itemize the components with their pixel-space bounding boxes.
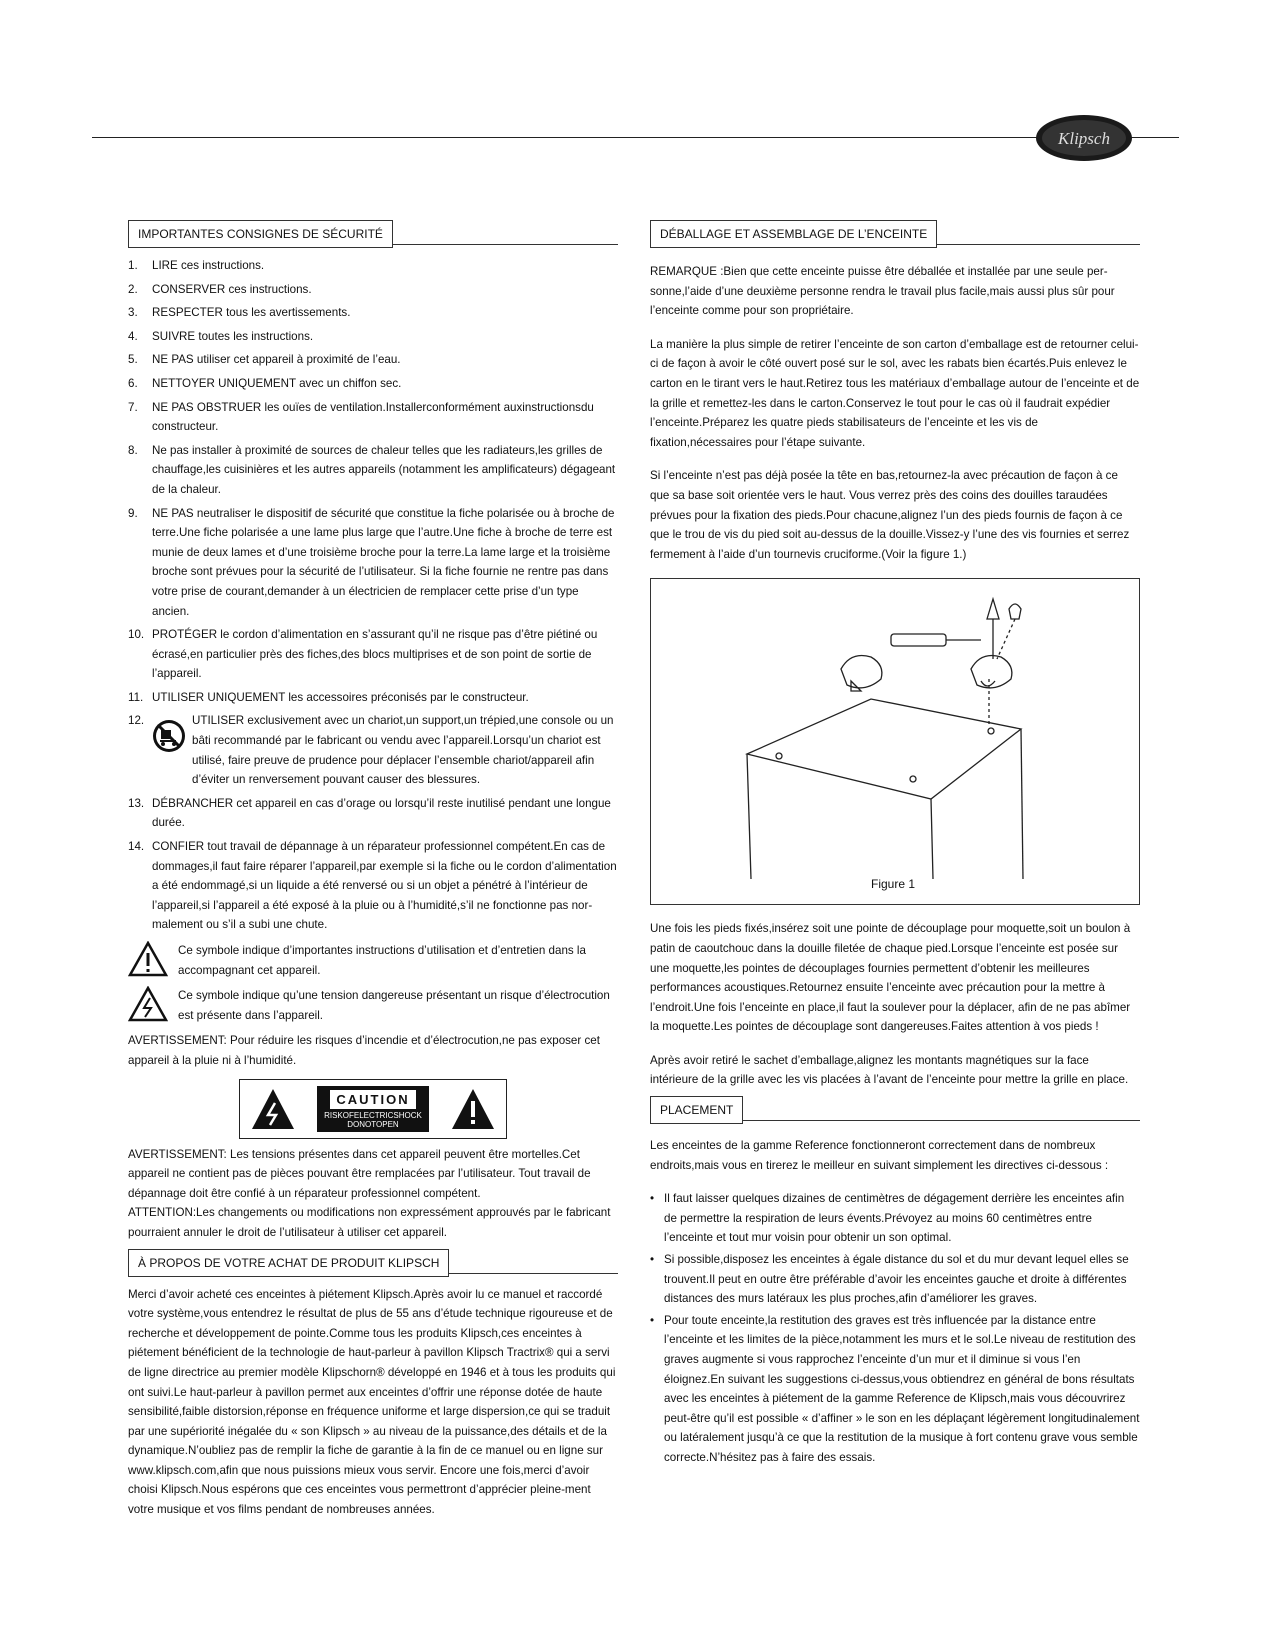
figure-1 [650, 578, 1140, 905]
header-rule [92, 137, 1179, 138]
list-item: 5. NE PAS utiliser cet appareil à proximité de l’eau. [128, 353, 401, 367]
caution-line2: DONOTOPEN [347, 1120, 399, 1130]
right-column [650, 220, 1140, 1470]
symbol1-text: Ce symbole indique d’importantes instructions d’utilisation et d’entretien dans la accompagnant cet appareil. [178, 944, 586, 977]
speaker-assembly-illustration [651, 579, 1139, 879]
exclamation-warning-icon [450, 1087, 496, 1131]
left-column [128, 220, 618, 1534]
about-title: À PROPOS DE VOTRE ACHAT DE PRODUIT KLIPSCH [128, 1249, 449, 1277]
caution-line1: RISKOFELECTRICSHOCK [324, 1111, 422, 1121]
caution-label [128, 1079, 618, 1139]
caution-box [317, 1086, 429, 1132]
logo-text: Klipsch [1058, 129, 1110, 148]
warning2-text: AVERTISSEMENT: Les tensions présentes dans cet appareil peuvent être mortelles.Cet appareil ne contient pas de pièces pouvant être remplacées par l’utilisateur. Tout travail de dépannage doit être confié à un réparateur professionnel compétent. [128, 1147, 591, 1200]
unpacking-p4: Une fois les pieds fixés,insérez soit une pointe de découplage pour moquette,soit un boulon à patin de caoutchouc dans la douille filetée de chaque pied.Lorsque l’enceinte est posée sur une moquette,les pointes de découplages fournies permettent d’obtenir les meilleures performances acoustiques.Retournez ensuite l’enceinte avec précaution pour la mettre à l’endroit.Une fois l’enceinte en place,il faut la soulever pour la déplacer, afin de ne pas abîmer la moquette.Les pointes de découplage sont dangereuses.Faites attention à vos pieds ! [650, 922, 1131, 1034]
list-item: 9. NE PAS neutraliser le dispositif de sécurité que constitue la fiche polarisée ou à broche de terre.Une fiche polarisée a une lame plus large que l’autre.Une fiche à broche de terre est munie de deux lames et d’une troisième broche pour la terre.La lame large et la troisième broche sont prévues pour la sécurité de l’utilisateur. Si la fiche fournie ne rentre pas dans votre prise de courant,demander à un électricien de remplacer cette prise d’un type ancien. [128, 506, 615, 618]
placement-intro: Les enceintes de la gamme Reference fonctionneront correctement dans de nombreux endroits,mais vous en tirerez le meilleur en suivant simplement les directives ci-dessous : [650, 1139, 1109, 1172]
unpacking-p1: REMARQUE :Bien que cette enceinte puisse être déballée et installée par une seule per-sonne,l’aide d’une deuxième personne rendra le travail plus facile,mais aussi plus sûr pour l’enceinte comme pour son propriétaire. [650, 265, 1115, 318]
unpacking-section-header [650, 220, 1140, 248]
symbol2-text: Ce symbole indique qu’une tension dangereuse présentant un risque d’électrocution est présente dans l’appareil. [178, 989, 610, 1022]
unpacking-p5: Après avoir retiré le sachet d’emballage,alignez les montants magnétiques sur la face intérieure de la grille avec les vis placées à l’avant de l’enceinte pour mettre la grille en place. [650, 1053, 1129, 1087]
lightning-warning-icon [250, 1087, 296, 1131]
unpacking-p3: Si l’enceinte n’est pas déjà posée la tête en bas,retournez-la avec précaution de façon à ce que sa base soit orientée vers le haut. Vous verrez près des coins des douilles taraudées prévues pour la fixation des pieds.Pour chacune,alignez l’un des pieds fournis de façon à ce que le trou de vis du pied soit au-dessus de la douille.Vissez-y l’une des vis fournies et serrez fermement à l’aide d’un tournevis cruciforme.(Voir la figure 1.) [650, 469, 1130, 561]
list-item: • Pour toute enceinte,la restitution des graves est très influencée par la distance entre l’enceinte et les limites de la pièce,notamment les murs et le sol.Le niveau de restitution des graves augmente si vous rapprochez l’enceinte d’un mur et il diminue si vous l’en éloignez.En suivant les suggestions ci-dessus,vous obtiendrez en général de bons résultats avec les enceintes à piétement de la gamme Reference de Klipsch,mais vous découvrirez peut-être qu’il est possible « d’affiner » le son en les déplaçant légèrement longitudinalement ou latéralement jusqu’à ce que la restitution de la musique à fort contenu grave vous semble correcte.N’hésitez pas à faire des essais. [650, 1311, 1140, 1468]
safety-title: IMPORTANTES CONSIGNES DE SÉCURITÉ [128, 220, 393, 248]
caution-title: CAUTION [328, 1088, 417, 1112]
figure-caption: Figure 1 [871, 876, 916, 891]
placement-list [650, 1189, 1140, 1467]
list-item: 13. DÉBRANCHER cet appareil en cas d’orage ou lorsqu’il reste inutilisé pendant une longue durée. [128, 796, 611, 830]
list-item-cart: 12. UTILISER exclusivement avec un chariot,un support,un trépied,une console ou un bâti recommandé par le fabricant ou vendu avec l’appareil.Lorsqu’un chariot est utilisé, faire preuve de prudence pour déplacer l’ensemble chariot/appareil afin d’éviter un renversement pouvant causer des blessures. [128, 714, 614, 787]
list-item: 8. Ne pas installer à proximité de sources de chaleur telles que les radiateurs,les grilles de chauffage,les cuisinières et les autres appareils (notamment les amplificateurs) dégageant de la chaleur. [128, 443, 616, 496]
list-item: • Il faut laisser quelques dizaines de centimètres de dégagement derrière les enceintes afin de permettre la respiration de leurs évents.Prévoyez au moins 60 centimètres entre l’enceinte et tout mur voisin pour obtenir un son optimal. [650, 1189, 1140, 1248]
lightning-triangle-icon [128, 986, 168, 1022]
placement-section-header [650, 1096, 1140, 1124]
unpacking-p2: La manière la plus simple de retirer l’enceinte de son carton d’emballage est de retourner celui-ci de façon à avoir le côté ouvert posé sur le sol, avec les rabats bien écartés.Puis enlevez le carton en le tirant vers le haut.Retirez tous les matériaux d’emballage autour de l’enceinte et de la grille et remettez-les dans le carton.Conservez le tout pour le cas où il faudrait expédier l’enceinte.Préparez les quatre pieds stabilisateurs de l’enceinte et les vis de fixation,nécessaires pour l’étape suivante. [650, 337, 1140, 449]
list-item: 14. CONFIER tout travail de dépannage à un réparateur professionnel compétent.En cas de dommages,il faut faire réparer l’appareil,par exemple si la fiche ou le cordon d’alimentation a été endommagé,si un liquide a été renversé ou si un objet a pénétré à l’intérieur de l’appareil,si l’appareil a été exposé à la pluie ou à l’humidité,s’il ne fonctionne pas nor-malement ou s’il a subi une chute. [128, 840, 617, 932]
unpacking-title: DÉBALLAGE ET ASSEMBLAGE DE L’ENCEINTE [650, 220, 937, 248]
list-item: 2. CONSERVER ces instructions. [128, 282, 312, 296]
list-item: 1. LIRE ces instructions. [128, 259, 265, 272]
exclamation-triangle-icon [128, 941, 168, 977]
list-item: 4. SUIVRE toutes les instructions. [128, 329, 314, 343]
list-item: 11. UTILISER UNIQUEMENT les accessoires préconisés par le constructeur. [128, 690, 529, 704]
attention-text: ATTENTION:Les changements ou modifications non expressément approuvés par le fabricant pourraient annuler le droit de l’utilisateur à utiliser cet appareil. [128, 1206, 611, 1239]
about-text: Merci d’avoir acheté ces enceintes à piétement Klipsch.Après avoir lu ce manuel et raccordé votre système,vous entendrez le résultat de plus de 55 ans d’étude technique rigoureuse et de recherche et développement de pointe.Comme tous les produits Klipsch,ces enceintes à piétement bénéficient de la technologie de haut-parleur à pavillon Klipsch Tractrix® qui a servi de ligne directrice au premier modèle Klipschorn® développé en 1946 et à tous les produits qui ont suivi.Le haut-parleur à pavillon permet aux enceintes d’offrir une réponse dotée de haute sensibilité,faible distorsion,réponse en fréquence uniforme et large dispersion,ce qui se traduit par une supériorité inégalée du « son Klipsch » au niveau de la puissance,des détails et de la dynamique.N’oubliez pas de remplir la fiche de garantie à la fin de ce manuel ou en ligne sur www.klipsch.com,afin que nous puissions mieux vous servir. Encore une fois,merci d’avoir choisi Klipsch.Nous espérons que ces enceintes vous permettront d’apprécier pleine-ment votre musique et vos films pendant de nombreuses années. [128, 1287, 616, 1517]
warning1-text: AVERTISSEMENT: Pour réduire les risques d’incendie et d’électrocution,ne pas exposer cet appareil à la pluie ni à l’humidité. [128, 1034, 600, 1067]
cart-warning-icon [152, 719, 186, 753]
symbol-exclamation-row [128, 941, 618, 980]
symbol-lightning-row [128, 986, 618, 1025]
placement-title: PLACEMENT [650, 1096, 743, 1124]
klipsch-logo [1034, 113, 1134, 163]
list-item: 10. PROTÉGER le cordon d’alimentation en s’assurant qu’il ne risque pas d’être piétiné ou écrasé,en particulier près des fiches,des blocs multiprises et de son point de sortie de l’appareil. [128, 628, 598, 681]
list-item: 3. RESPECTER tous les avertissements. [128, 306, 351, 320]
list-item: • Si possible,disposez les enceintes à égale distance du sol et du mur devant lequel elles se trouvent.Il peut en outre être préférable d’avoir les enceintes gauche et droite à différentes distances des murs latéraux les plus proches,afin d’améliorer les graves. [650, 1250, 1140, 1309]
safety-section-header [128, 220, 618, 248]
about-section-header [128, 1249, 618, 1277]
safety-list [128, 256, 618, 935]
list-item: 7. NE PAS OBSTRUER les ouïes de ventilation.Installerconformément auxinstructionsdu constructeur. [128, 400, 594, 434]
list-item: 6. NETTOYER UNIQUEMENT avec un chiffon sec. [128, 376, 402, 390]
